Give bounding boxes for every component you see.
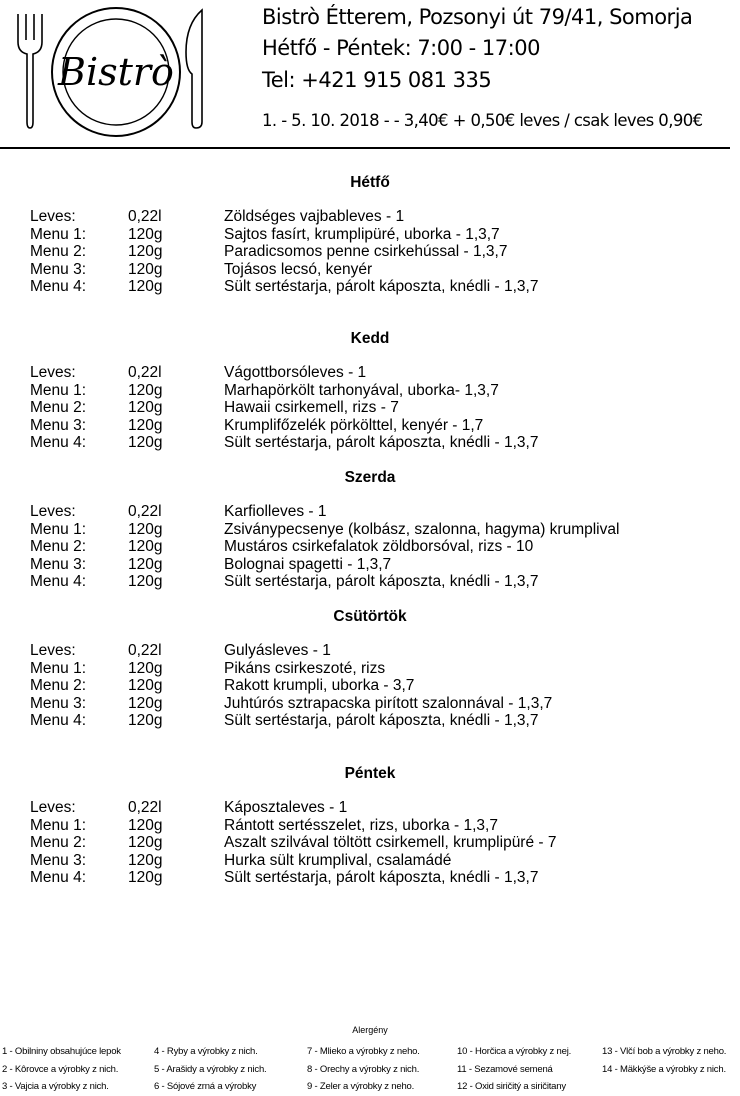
header-opening-hours: Hétfő - Péntek: 7:00 - 17:00 <box>262 36 540 60</box>
allergen-item: 9 - Zeler a výrobky z neho. <box>307 1081 415 1092</box>
row-dish: Pikáns csirkeszoté, rizs <box>224 659 386 677</box>
row-label: Leves: <box>30 799 76 816</box>
allergen-item: 10 - Horčica a výrobky z nej. <box>457 1046 572 1057</box>
row-label: Leves: <box>30 364 76 381</box>
row-dish: Krumplifőzelék pörkölttel, kenyér - 1,7 <box>224 416 484 434</box>
row-dish: Hurka sült krumplival, csalamádé <box>224 851 452 869</box>
row-dish: Marhapörkölt tarhonyával, uborka- 1,3,7 <box>224 381 499 399</box>
row-quantity: 120g <box>128 416 163 434</box>
row-dish: Hawaii csirkemell, rizs - 7 <box>224 399 399 416</box>
bistro-logo <box>10 2 232 138</box>
row-quantity: 120g <box>128 225 163 243</box>
row-label: Menu 3: <box>30 555 87 573</box>
row-label: Leves: <box>30 503 76 520</box>
row-dish: Sült sertéstarja, párolt káposzta, knédli - 1,3,7 <box>224 712 539 729</box>
row-quantity: 120g <box>128 399 163 416</box>
row-quantity: 120g <box>128 677 163 694</box>
row-label: Leves: <box>30 208 76 225</box>
row-dish: Sajtos fasírt, krumplipüré, uborka - 1,3,7 <box>224 225 500 243</box>
row-label: Menu 4: <box>30 869 87 886</box>
allergen-item: 8 - Orechy a výrobky z nich. <box>307 1063 420 1075</box>
allergen-item: 4 - Ryby a výrobky z nich. <box>154 1046 258 1057</box>
row-quantity: 120g <box>128 694 163 712</box>
allergen-item: 13 - Vlčí bob a výrobky z neho. <box>602 1046 727 1057</box>
fork-icon <box>18 14 42 128</box>
row-dish: Gulyásleves - 1 <box>224 642 331 659</box>
knife-icon <box>186 10 202 128</box>
allergen-column <box>154 1043 266 1096</box>
row-quantity: 120g <box>128 434 163 451</box>
row-dish: Zsiványpecsenye (kolbász, szalonna, hagyma) krumplival <box>224 520 620 538</box>
row-label: Menu 1: <box>30 225 87 243</box>
day-title-thursday: Csütörtök <box>333 608 407 625</box>
row-label: Menu 1: <box>30 659 87 677</box>
day-title-friday: Péntek <box>344 765 396 782</box>
row-label: Menu 3: <box>30 851 87 869</box>
row-quantity: 120g <box>128 243 163 260</box>
row-dish: Juhtúrós sztrapacska pirított szalonnával - 1,3,7 <box>224 694 553 712</box>
allergen-column <box>602 1043 726 1078</box>
row-quantity: 120g <box>128 869 163 886</box>
allergen-item: 14 - Mäkkýše a výrobky z nich. <box>602 1063 726 1075</box>
row-quantity: 120g <box>128 278 163 295</box>
row-dish: Mustáros csirkefalatok zöldborsóval, rizs - 10 <box>224 538 534 555</box>
row-quantity: 120g <box>128 538 163 555</box>
allergen-item: 2 - Kôrovce a výrobky z nich. <box>2 1063 119 1075</box>
allergen-column <box>457 1043 571 1096</box>
row-dish: Sült sertéstarja, párolt káposzta, knédli - 1,3,7 <box>224 434 539 451</box>
row-label: Menu 1: <box>30 520 87 538</box>
row-quantity: 120g <box>128 555 163 573</box>
row-dish: Tojásos lecsó, kenyér <box>224 260 373 278</box>
row-quantity: 120g <box>128 834 163 851</box>
allergen-item: 7 - Mlieko a výrobky z neho. <box>307 1046 420 1057</box>
row-label: Menu 4: <box>30 573 87 590</box>
day-title-tuesday: Kedd <box>350 330 390 347</box>
row-label: Menu 2: <box>30 399 87 416</box>
allergen-title: Alergény <box>352 1025 388 1035</box>
row-quantity: 120g <box>128 520 163 538</box>
allergen-item: 11 - Sezamové semená <box>457 1063 553 1075</box>
row-label: Leves: <box>30 642 76 659</box>
allergen-item: 12 - Oxid siričitý a siričitany <box>457 1081 566 1092</box>
row-label: Menu 4: <box>30 434 87 451</box>
day-title-wednesday: Szerda <box>344 469 396 486</box>
row-dish: Sült sertéstarja, párolt káposzta, knédli - 1,3,7 <box>224 869 539 886</box>
row-label: Menu 2: <box>30 834 87 851</box>
row-dish: Sült sertéstarja, párolt káposzta, knédli - 1,3,7 <box>224 573 539 590</box>
header-address: Bistrò Étterem, Pozsonyi út 79/41, Somorja <box>262 5 693 29</box>
row-quantity: 120g <box>128 816 163 834</box>
allergen-item: 5 - Arašidy a výrobky z nich. <box>154 1063 267 1075</box>
allergen-column <box>307 1043 420 1096</box>
row-dish: Aszalt szilvával töltött csirkemell, krumplipüré - 7 <box>224 834 557 851</box>
row-quantity: 120g <box>128 573 163 590</box>
row-dish: Karfiolleves - 1 <box>224 503 327 520</box>
row-quantity: 0,22l <box>128 642 162 659</box>
allergen-item: 3 - Vajcia a výrobky z nich. <box>2 1081 109 1092</box>
logo-text: Bistrò <box>58 50 174 94</box>
row-quantity: 120g <box>128 851 163 869</box>
row-dish: Rakott krumpli, uborka - 3,7 <box>224 677 415 694</box>
row-label: Menu 1: <box>30 381 87 399</box>
row-label: Menu 2: <box>30 243 87 260</box>
day-title-monday: Hétfő <box>350 174 390 191</box>
row-quantity: 120g <box>128 381 163 399</box>
row-label: Menu 4: <box>30 712 87 729</box>
row-dish: Rántott sertésszelet, rizs, uborka - 1,3,7 <box>224 816 498 834</box>
allergen-item: 1 - Obilniny obsahujúce lepok <box>2 1046 121 1057</box>
row-label: Menu 3: <box>30 260 87 278</box>
row-quantity: 0,22l <box>128 503 162 520</box>
allergen-item: 6 - Sójové zrná a výrobky <box>154 1081 257 1092</box>
row-label: Menu 4: <box>30 278 87 295</box>
row-quantity: 0,22l <box>128 364 162 381</box>
row-label: Menu 3: <box>30 694 87 712</box>
row-quantity: 120g <box>128 260 163 278</box>
row-label: Menu 1: <box>30 816 87 834</box>
allergen-column <box>2 1043 121 1096</box>
header-price-info: 1. - 5. 10. 2018 - - 3,40€ + 0,50€ leves / csak leves 0,90€ <box>262 111 703 130</box>
row-quantity: 0,22l <box>128 208 162 225</box>
row-label: Menu 2: <box>30 677 87 694</box>
row-label: Menu 2: <box>30 538 87 555</box>
header-divider <box>0 147 730 149</box>
row-dish: Vágottborsóleves - 1 <box>224 364 367 381</box>
row-quantity: 120g <box>128 659 163 677</box>
header-phone: Tel: +421 915 081 335 <box>262 68 492 92</box>
row-quantity: 120g <box>128 712 163 729</box>
row-dish: Paradicsomos penne csirkehússal - 1,3,7 <box>224 243 508 260</box>
row-label: Menu 3: <box>30 416 87 434</box>
row-dish: Káposztaleves - 1 <box>224 799 348 816</box>
row-dish: Sült sertéstarja, párolt káposzta, knédli - 1,3,7 <box>224 278 539 295</box>
row-dish: Bolognai spagetti - 1,3,7 <box>224 555 392 573</box>
row-quantity: 0,22l <box>128 799 162 816</box>
row-dish: Zöldséges vajbableves - 1 <box>224 208 405 225</box>
